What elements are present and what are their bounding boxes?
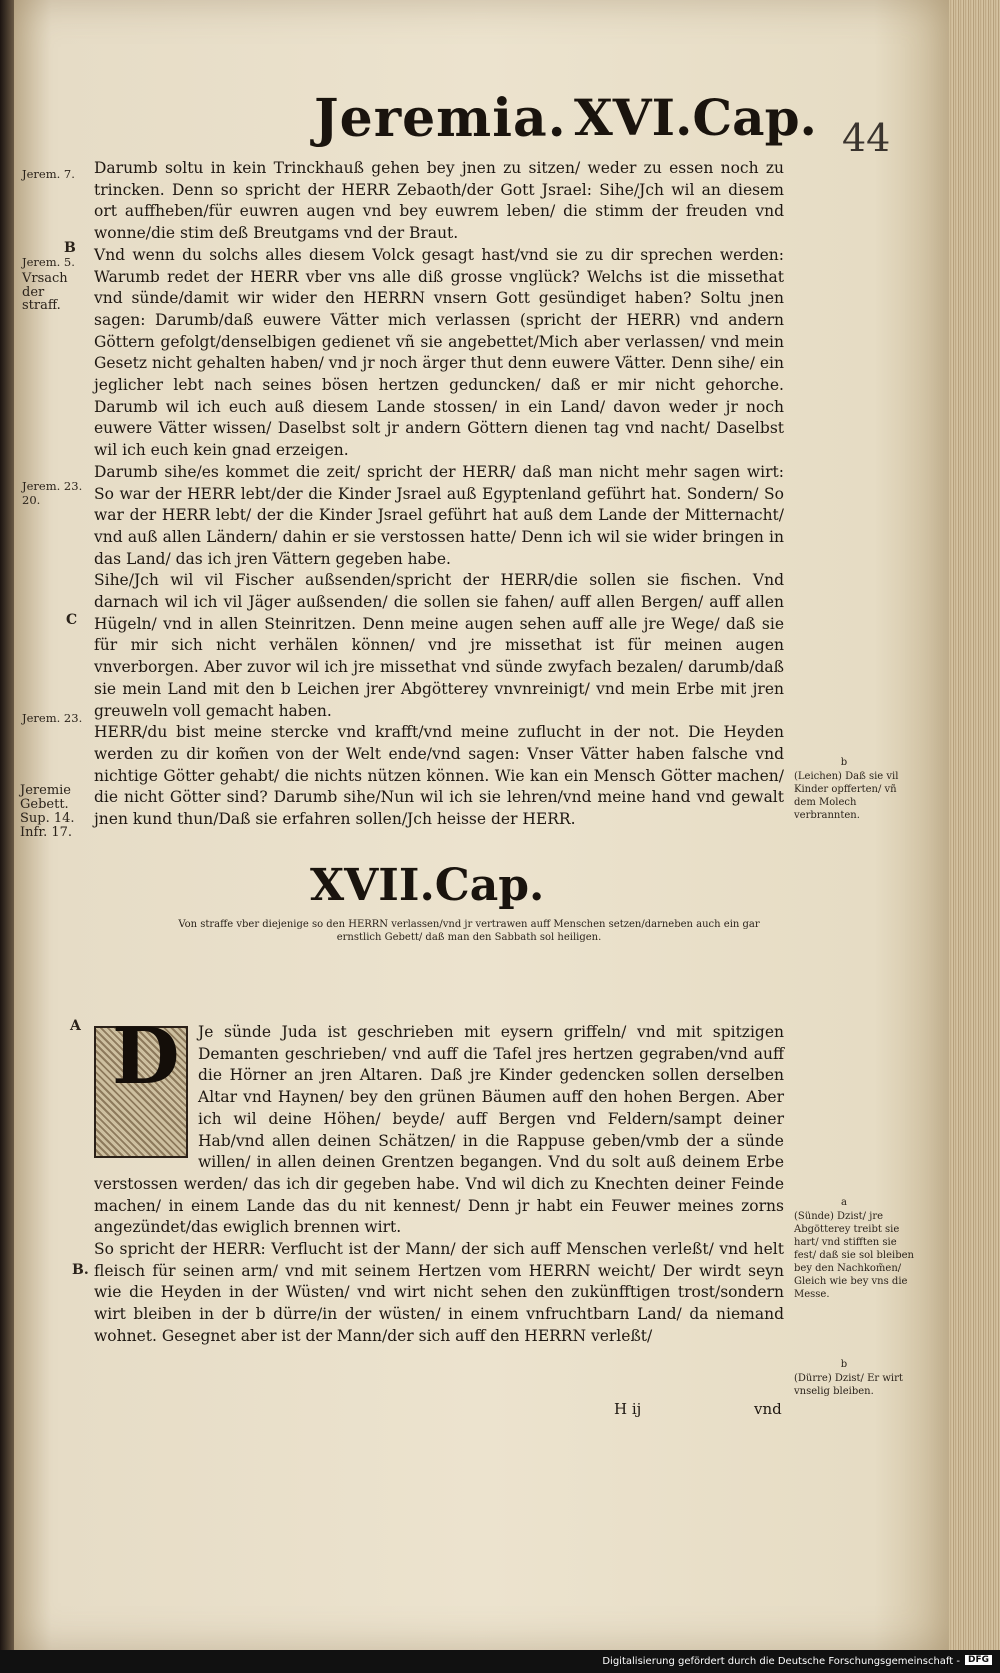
chapter17-heading: XVII.Cap. <box>310 860 545 911</box>
dfg-logo-icon: DFG <box>965 1655 992 1665</box>
paragraph: Vnd wenn du solchs alles diesem Volck gesagt hast/vnd sie zu dir sprechen werden: Warumb redet der HERR vber vns alle diß grosse vnglück? Welchs ist die missethat vnd sünde/damit wir wider den HERRN vnsern Gott gesündiget haben? Soltu jnen sagen: Darumb/daß euwere Vätter mich verlassen (spricht der HERR) vnd andern Göttern gefolgt/denselbigen gedienet vñ sie angebettet/Mich aber verlassen/ vnd mein Gesetz nicht gehalten haben/ vnd jr noch ärger thut denn euwere Vätter. Denn sihe/ ein jeglicher lebt nach seines bösen hertzen geduncken/ daß er mir nicht gehorche. Darumb wil ich euch auß diesem Lande stossen/ in ein Land/ davon weder jr noch euwere Vätter wissen/ Daselbst solt jr andern Göttern dienen tag vnd nacht/ Daselbst wil ich euch kein gnad erzeigen. <box>94 245 784 460</box>
folio-number: 44 <box>842 116 891 160</box>
paragraph: Sihe/Jch wil vil Fischer außsenden/spricht der HERR/die sollen sie fischen. Vnd darnach wil ich vil Jäger außsenden/ die sollen sie fahen/ auff allen Bergen/ auff allen Hügeln/ vnd in allen Steinritzen. Denn meine augen sehen auff alle jre Wege/ daß sie für mir sich nicht verhälen können/ vnd jre missethat ist für meinen augen vnverborgen. Aber zuvor wil ich jre missethat vnd sünde zwyfach bezalen/ darumb/daß sie mein Land mit den b Leichen jrer Abgötterey vnvnreinigt/ vnd mein Erbe mit jren greuweln voll gemacht haben. <box>94 571 784 720</box>
paragraph: Darumb sihe/es kommet die zeit/ spricht der HERR/ daß man nicht mehr sagen wirt: So war der HERR lebt/der die Kinder Jsrael auß Egyptenland geführt hat. Sondern/ So war der HERR lebt/ der die Kinder Jsrael geführt hat auß dem Lande der Mitternacht/ vnd auß allen Ländern/ dahin er sie verstossen hatte/ Denn ich wil sie wider bringen in das Land/ das ich jren Vättern gegeben habe. <box>94 462 784 568</box>
chapter16-text <box>94 158 784 831</box>
paragraph: Je sünde Juda ist geschrieben mit eysern griffeln/ vnd mit spitzigen Demanten geschrieben/ vnd auff die Tafel jres hertzen gegraben/vnd auff die Hörner an jren Altaren. Daß jre Kinder gedencken sollen derselben Altar vnd Haynen/ bey den grünen Bäumen auff den hohen Bergen. Aber ich wil deine Höhen/ beyde/ auff Bergen vnd Feldern/sampt deiner Hab/vnd allen deinen Schätzen/ in die Rappuse geben/vmb der a sünde willen/ in allen deinen Grentzen begangen. Vnd du solt auß deinem Erbe verstossen werden/ das ich dir gegeben habe. Vnd wil dich zu Knechten deiner Feinde machen/ in einem Lande das du nit kennest/ Denn jr habt ein Feuwer meines zorns angezündet/das ewiglich brennen wirt. <box>94 1023 784 1237</box>
side-note-leichen: (Leichen) Daß sie vil Kinder opfferten/ vñ dem Molech verbrannten. <box>794 771 899 821</box>
note-marker-a: a <box>841 1197 847 1208</box>
section-marker-c: C <box>66 612 78 628</box>
margin-ref-jerem-5: Jerem. 5. <box>22 255 75 269</box>
chapter17-text <box>94 1011 784 1348</box>
catchword: vnd <box>754 1400 782 1418</box>
chapter17-summary: Von straffe vber diejenige so den HERRN verlassen/vnd jr vertrawen auff Menschen setzen/darneben auch ein gar ernstlich Gebett/ daß man den Sabbath sol heiligen. <box>178 919 760 943</box>
page-edge-stack <box>949 0 1000 1650</box>
margin-ref-jerem-23: Jerem. 23. <box>22 711 83 725</box>
margin-ref-jerem-23-20: Jerem. 23. 20. <box>22 479 83 507</box>
section-marker-b: B <box>64 240 76 256</box>
signature-mark: H ij <box>614 1400 642 1418</box>
ornamental-initial <box>94 1011 188 1158</box>
section-marker-b2: B. <box>72 1262 89 1278</box>
scan-binding-shadow <box>0 0 14 1673</box>
margin-ref-jeremie-gebett: Jeremie Gebett. Sup. 14. Infr. 17. <box>20 783 75 840</box>
initial-letter: D <box>112 1011 180 1102</box>
side-note-duerre: (Dürre) Dzist/ Er wirt vnselig bleiben. <box>794 1373 903 1397</box>
footer-bar <box>0 1650 1000 1673</box>
running-head-chapter: XVI.Cap. <box>574 88 817 147</box>
paragraph: HERR/du bist meine stercke vnd krafft/vnd meine zuflucht in der not. Die Heyden werden zu dir kom̃en von der Welt ende/vnd sagen: Vnser Vätter haben falsche vnd nichtige Götter gehabt/ die nichts nützen können. Wie kan ein Mensch Götter machen/ die nicht Götter sind? Darumb sihe/Nun wil ich sie lehren/vnd meine hand vnd gewalt jnen kund thun/Daß sie erfahren sollen/Jch heisse der HERR. <box>94 723 784 829</box>
note-marker-b: b <box>840 757 848 768</box>
book-page <box>14 0 949 1650</box>
running-head-title: Jeremia. <box>314 88 567 149</box>
paragraph: So spricht der HERR: Verflucht ist der Mann/ der sich auff Menschen verleßt/ vnd helt fleisch für seinen arm/ vnd mit seinem Hertzen vom HERRN weicht/ Der wirdt seyn wie die Heyden in der Wüsten/ vnd wirt nicht sehen den zukünfftigen trost/sondern wirt bleiben in der b dürre/in der wüsten/ in einem vnfruchtbarn Land/ da niemand wohnet. Gesegnet aber ist der Mann/der sich auff den HERRN verleßt/ <box>94 1240 784 1345</box>
paragraph: Darumb soltu in kein Trinckhauß gehen bey jnen zu sitzen/ weder zu essen noch zu trincken. Denn so spricht der HERR Zebaoth/der Gott Jsrael: Sihe/Jch wil an diesem ort auffheben/für euwren augen vnd bey euwrem leben/ die stimm der freuden vnd wonne/die stim deß Breutgams vnd der Braut. <box>94 159 784 243</box>
side-note-suende: (Sünde) Dzist/ jre Abgötterey treibt sie hart/ vnd stifften sie fest/ daß sie sol bleiben bey den Nachkom̃en/ Gleich wie bey vns die Messe. <box>794 1211 914 1300</box>
margin-ref-jerem-7: Jerem. 7. <box>22 167 75 181</box>
footer-text: Digitalisierung gefördert durch die Deutsche Forschungsgemeinschaft - <box>602 1656 960 1667</box>
margin-note-vrsach: Vrsach der straff. <box>22 271 68 313</box>
section-marker-a: A <box>70 1018 81 1034</box>
note-marker-b2: b <box>840 1359 848 1370</box>
